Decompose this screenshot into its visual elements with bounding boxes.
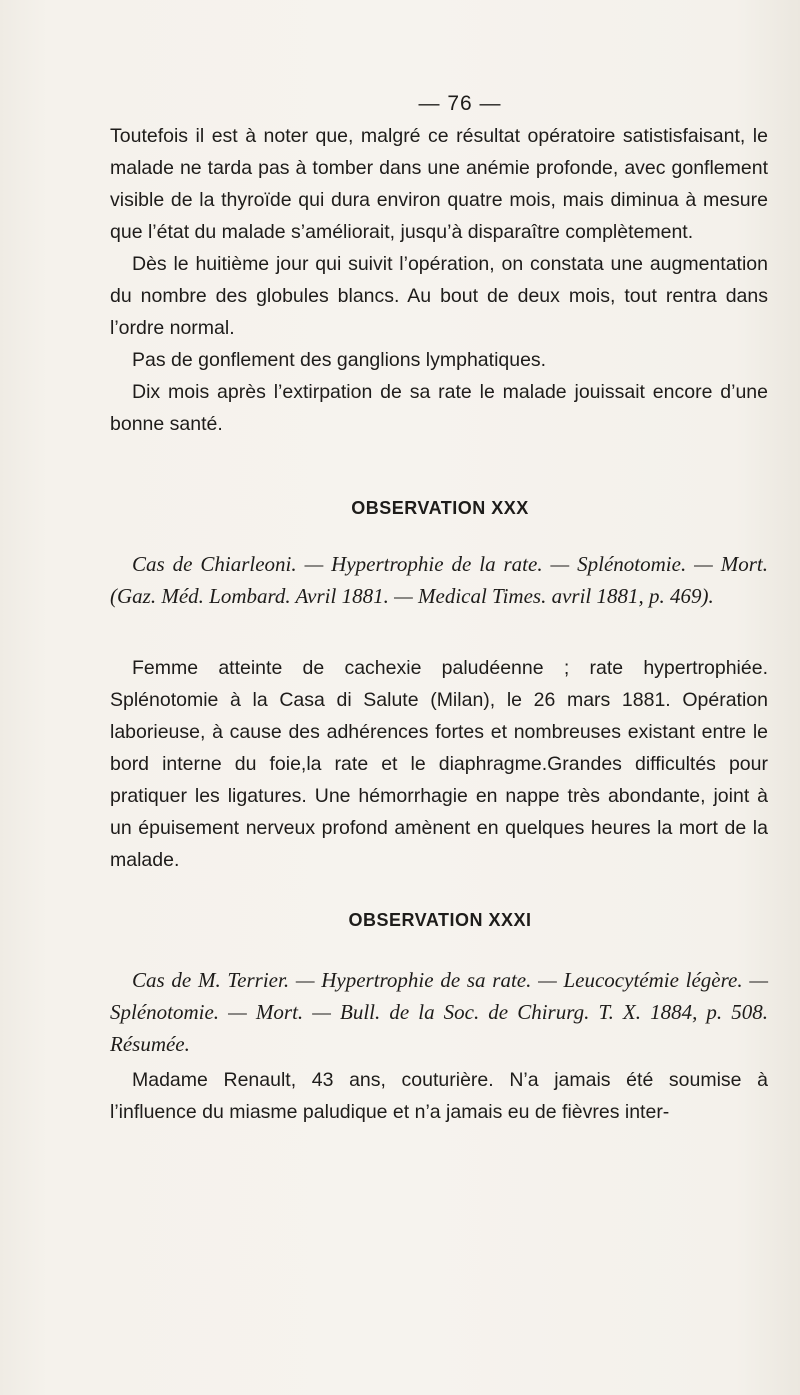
- observation-xxx-citation: Cas de Chiarleoni. — Hypertrophie de la rate. — Splénotomie. — Mort. (Gaz. Méd. Lombard. Avril 1881. — Medical Times. avril 1881, p. 469).: [110, 552, 768, 608]
- observation-xxxi-citation: Cas de M. Terrier. — Hypertrophie de sa rate. — Leucocytémie légère. — Splénotomie. — Mort. — Bull. de la Soc. de Chirurg. T. X. 1884, p. 508. Résumée.: [110, 968, 768, 1056]
- observation-xxxi-body: [110, 1064, 768, 1128]
- observation-xxx-paragraph: Femme atteinte de cachexie paludéenne ; rate hypertrophiée. Splénotomie à la Casa di Salute (Milan), le 26 mars 1881. Opération laborieuse, à cause des adhérences fortes et nombreuses existant entre le bord interne du foie,la rate et le diaphragme.Grandes difficultés pour pratiquer les ligatures. Une hémorrhagie en nappe très abondante, joint à un épuisement nerveux profond amènent en quelques heures la mort de la malade.: [110, 657, 768, 871]
- page-number: — 76 —: [418, 92, 502, 115]
- observation-xxx-body: [110, 652, 768, 876]
- observation-xxx-heading: OBSERVATION XXX: [351, 498, 529, 518]
- intro-paragraph: Toutefois il est à noter que, malgré ce résultat opératoire satistisfaisant, le malade ne tarda pas à tomber dans une anémie profonde, avec gonflement visible de la thyroïde qui dura environ quatre mois, mais diminua à mesure que l’état du malade s’améliorait, jusqu’à disparaître complètement.: [110, 125, 768, 243]
- intro-paragraph: Dès le huitième jour qui suivit l’opération, on constata une augmentation du nombre des globules blancs. Au bout de deux mois, tout rentra dans l’ordre normal.: [110, 253, 768, 339]
- intro-paragraph: Dix mois après l’extirpation de sa rate le malade jouissait encore d’une bonne santé.: [110, 381, 768, 435]
- intro-text: [110, 120, 768, 440]
- intro-paragraph: Pas de gonflement des ganglions lymphatiques.: [132, 349, 547, 371]
- observation-xxxi-heading: OBSERVATION XXXI: [348, 910, 532, 930]
- observation-xxxi-paragraph: Madame Renault, 43 ans, couturière. N’a jamais été soumise à l’influence du miasme paludique et n’a jamais eu de fièvres inter-: [110, 1069, 768, 1123]
